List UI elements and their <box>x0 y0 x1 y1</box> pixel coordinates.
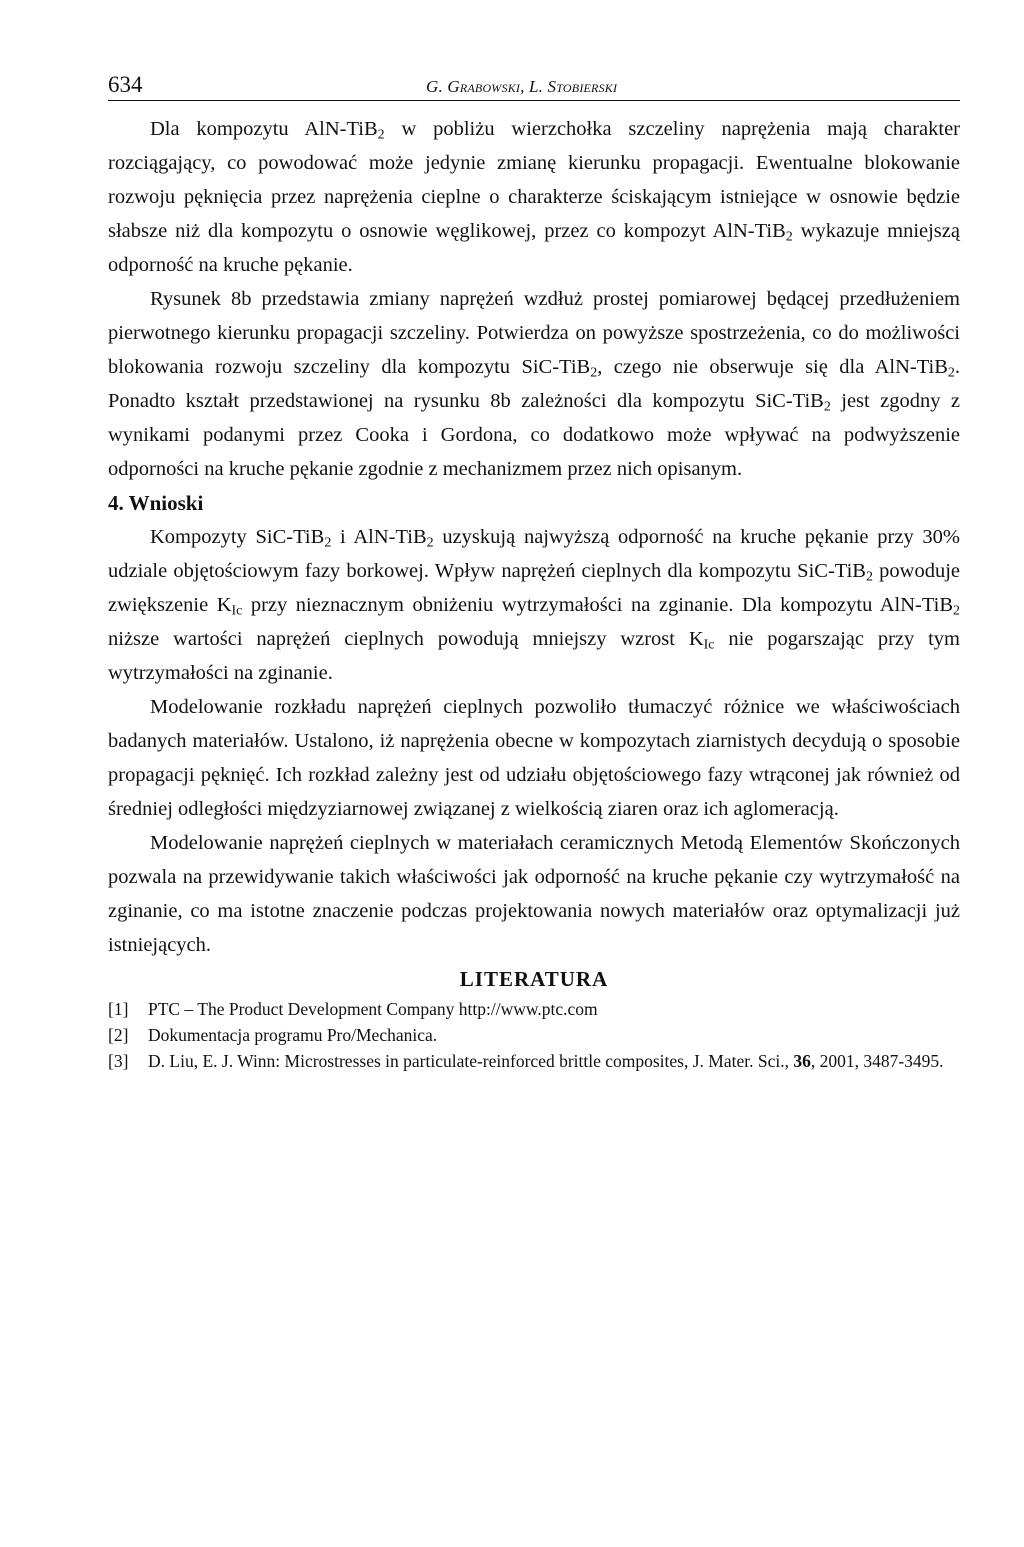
body-text <box>108 112 960 1074</box>
text-run: uzyskują najwyższą odporność na kruche pękanie przy 30% udziale objętościowym fazy borkowej. Wpływ naprężeń cieplnych dla kompozytu SiC-TiB <box>108 526 961 582</box>
text-run: Rysunek 8b przedstawia zmiany naprężeń wzdłuż prostej pomiarowej będącej przedłużeniem pierwotnego kierunku propagacji szczeliny. Potwierdza on powyższe spostrzeżenia, co do możliwości blokowania rozwoju szczeliny dla kompozytu SiC-TiB <box>108 288 960 378</box>
literature-heading: LITERATURA <box>459 967 609 991</box>
paragraph-1 <box>108 112 960 282</box>
reference-item <box>108 1048 960 1074</box>
page-number: 634 <box>108 72 143 97</box>
section-heading: 4. Wnioski <box>108 491 204 515</box>
paragraph-3 <box>108 520 960 690</box>
subscript: 2 <box>324 535 332 551</box>
text-run: nie pogarszając przy tym wytrzymałości na zginanie. <box>108 628 960 684</box>
subscript: Ic <box>231 603 243 619</box>
subscript: 2 <box>865 569 873 585</box>
text-run: niższe wartości naprężeń cieplnych powodują mniejszy wzrost K <box>108 628 704 650</box>
paragraph-2 <box>108 282 960 486</box>
text-run: . Ponadto kształt przedstawionej na rysunku 8b zależności dla kompozytu SiC-TiB <box>108 356 960 412</box>
subscript: 2 <box>785 229 793 245</box>
volume-number: 36 <box>793 1051 811 1071</box>
reference-number: [3] <box>108 1051 129 1071</box>
text-run: przy nieznacznym obniżeniu wytrzymałości na zginanie. Dla kompozytu AlN-TiB <box>242 594 954 616</box>
reference-text: PTC – The Product Development Company http://www.ptc.com <box>148 999 598 1019</box>
text-run: powoduje zwiększenie K <box>108 560 960 616</box>
subscript: Ic <box>703 637 715 653</box>
subscript: 2 <box>590 365 598 381</box>
reference-list <box>108 996 960 1074</box>
page-header <box>108 70 960 101</box>
text-run: jest zgodny z wynikami podanymi przez Cooka i Gordona, co dodatkowo może wpływać na podwyższenie odporności na kruche pękanie zgodnie z mechanizmem przez nich opisanym. <box>108 390 960 480</box>
reference-item <box>108 1022 960 1048</box>
subscript: 2 <box>947 365 955 381</box>
text-run: w pobliżu wierzchołka szczeliny naprężenia mają charakter rozciągający, co powodować może jedynie zmianę kierunku propagacji. Ewentualne blokowanie rozwoju pęknięcia przez naprężenia cieplne o charakterze ściskającym istniejące w osnowie będzie słabsze niż dla kompozytu o osnowie węglikowej, przez co kompozyt AlN-TiB <box>108 118 961 242</box>
text-run: D. Liu, E. J. Winn: Microstresses in particulate-reinforced brittle composites, J. Mater. Sci., <box>148 1051 794 1071</box>
reference-text <box>148 1048 960 1074</box>
running-head: G. Grabowski, L. Stobierski <box>426 77 618 96</box>
text-run: Kompozyty SiC-TiB <box>150 526 325 548</box>
reference-item <box>108 996 960 1022</box>
reference-number: [2] <box>108 1025 129 1045</box>
subscript: 2 <box>377 127 385 143</box>
subscript: 2 <box>426 535 434 551</box>
subscript: 2 <box>953 603 960 619</box>
text-run: i AlN-TiB <box>331 526 427 548</box>
text-run: , 2001, 3487-3495. <box>810 1051 944 1071</box>
subscript: 2 <box>823 399 831 415</box>
paragraph-5: Modelowanie naprężeń cieplnych w materiałach ceramicznych Metodą Elementów Skończonych pozwala na przewidywanie takich właściwości jak odporność na kruche pękanie czy wytrzymałość na zginanie, co ma istotne znaczenie podczas projektowania nowych materiałów oraz optymalizacji już istniejących. <box>108 832 960 956</box>
reference-text: Dokumentacja programu Pro/Mechanica. <box>148 1025 438 1045</box>
reference-number: [1] <box>108 999 129 1019</box>
paragraph-4: Modelowanie rozkładu naprężeń cieplnych pozwoliło tłumaczyć różnice we właściwościach badanych materiałów. Ustalono, iż naprężenia obecne w kompozytach ziarnistych decydują o sposobie propagacji pęknięć. Ich rozkład zależny jest od udziału objętościowego fazy wtrąconej jak również od średniej odległości międzyziarnowej związanej z wielkością ziaren oraz ich aglomeracją. <box>108 696 960 820</box>
text-run: wykazuje mniejszą odporność na kruche pękanie. <box>108 220 960 276</box>
text-run: , czego nie obserwuje się dla AlN-TiB <box>597 356 948 378</box>
text-run: Dla kompozytu AlN-TiB <box>150 118 378 140</box>
